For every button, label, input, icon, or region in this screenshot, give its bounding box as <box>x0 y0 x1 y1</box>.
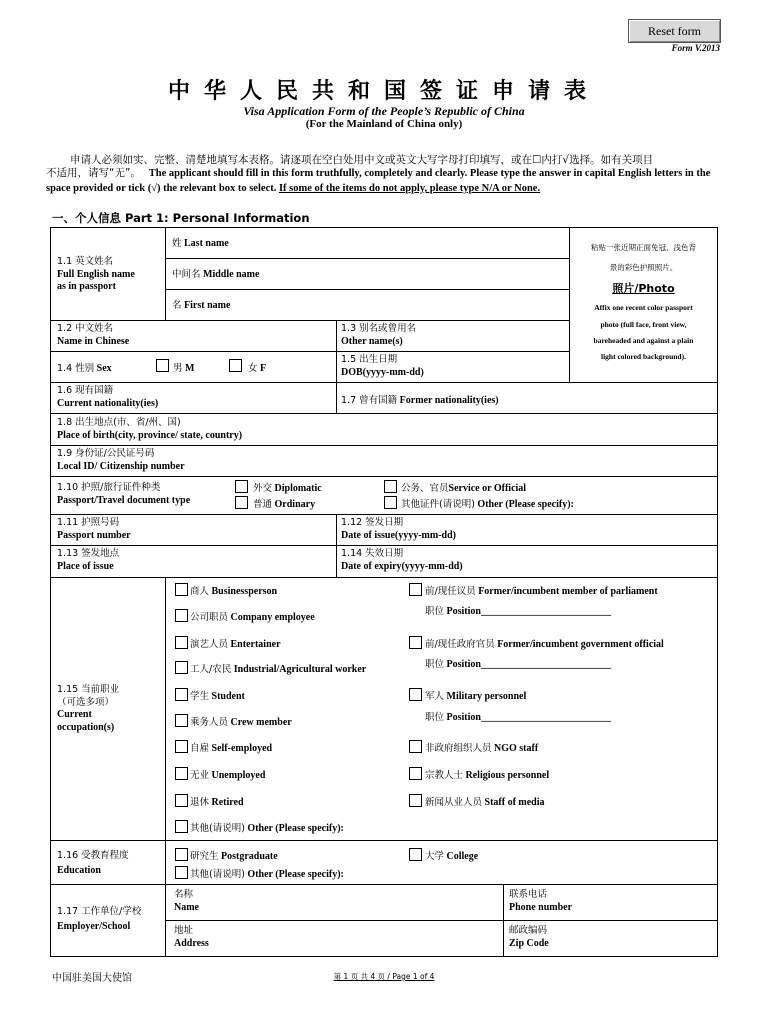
occ-worker-checkbox[interactable] <box>175 661 188 674</box>
place-of-issue-field[interactable]: 1.13 签发地点 Place of issue <box>57 548 120 572</box>
occ-media-label: 新闻从业人员 Staff of media <box>425 797 545 808</box>
photo-title: 照片/Photo <box>612 282 675 295</box>
occ-entertainer-label: 演艺人员 Entertainer <box>190 639 281 650</box>
form-version: Form V.2013 <box>671 43 720 53</box>
doc-ordinary-label: 普通 Ordinary <box>253 499 316 510</box>
doc-service-label: 公务、官员Service or Official <box>401 483 527 494</box>
instructions-english <box>46 166 730 196</box>
current-occupation-label: 1.15 当前职业 （可选多项） Current occupation(s) <box>57 684 120 733</box>
edu-other-checkbox[interactable] <box>175 866 188 879</box>
occ-self-employed-checkbox[interactable] <box>175 740 188 753</box>
occ-entertainer-checkbox[interactable] <box>175 636 188 649</box>
employer-zip-field[interactable]: 邮政编码 Zip Code <box>509 925 549 949</box>
instructions-english-na: If some of the items do not apply, please type N/A or None. <box>278 183 541 194</box>
first-name-field[interactable]: 名 First name <box>172 300 231 311</box>
occ-parliament-position-field[interactable]: 职位 Position__________________________ <box>425 606 611 617</box>
other-names-field[interactable]: 1.3 别名或曾用名 Other name(s) <box>341 323 417 347</box>
photo-instruction-en2: photo (full face, front view, <box>600 320 687 329</box>
travel-document-type-label: 1.10 护照/旅行证件种类 Passport/Travel document type <box>57 482 191 506</box>
occ-unemployed-label: 无业 Unemployed <box>190 770 266 781</box>
sex-male-checkbox[interactable] <box>156 359 169 372</box>
doc-diplomatic-checkbox[interactable] <box>235 480 248 493</box>
occ-businessperson-checkbox[interactable] <box>175 583 188 596</box>
occ-military-position-field[interactable]: 职位 Position__________________________ <box>425 712 611 723</box>
education-label: 1.16 受教育程度 Education <box>57 850 129 876</box>
date-of-issue-field[interactable]: 1.12 签发日期 Date of issue(yyyy-mm-dd) <box>341 517 456 541</box>
part1-heading: 一、个人信息 Part 1: Personal Information <box>52 211 310 225</box>
occ-crew-member-checkbox[interactable] <box>175 714 188 727</box>
occ-ngo-label: 非政府组织人员 NGO staff <box>425 743 539 754</box>
photo-instruction-en3: bareheaded and against a plain <box>593 336 694 345</box>
place-of-birth-field[interactable]: 1.8 出生地点(市、省/州、国) Place of birth(city, province/ state, country) <box>57 417 243 441</box>
occ-ngo-checkbox[interactable] <box>409 740 422 753</box>
reset-form-button[interactable]: Reset form <box>628 19 721 43</box>
occ-other-label: 其他(请说明) Other (Please specify): <box>190 823 344 834</box>
footer-page-number: 第 1 页 共 4 页 / Page 1 of 4 <box>333 972 435 981</box>
occ-religious-label: 宗教人士 Religious personnel <box>425 770 550 781</box>
edu-college-label: 大学 College <box>425 851 479 862</box>
instructions-english-text: The applicant should fill in this form truthfully, completely and clearly. Please type the answer in capital English letters in the space provided or tick (√) the relevant box to select. <box>46 168 711 194</box>
occ-student-checkbox[interactable] <box>175 688 188 701</box>
instructions-chinese: 申请人必须如实、完整、清楚地填写本表格。请逐项在空白处用中文或英文大写字母打印填写，或在☐内打√选择。如有关项目 <box>70 154 654 166</box>
employer-name-field[interactable]: 名称 Name <box>174 889 199 913</box>
employer-address-field[interactable]: 地址 Address <box>174 925 209 949</box>
occ-retired-label: 退休 Retired <box>190 797 244 808</box>
title-subtitle: (For the Mainland of China only) <box>305 118 463 130</box>
occ-self-employed-label: 自雇 Self-employed <box>190 743 273 754</box>
sex-male-label: 男 M <box>173 363 195 374</box>
occ-military-label: 军人 Military personnel <box>425 691 527 702</box>
occ-worker-label: 工人/农民 Industrial/Agricultural worker <box>190 664 367 675</box>
occ-media-checkbox[interactable] <box>409 794 422 807</box>
doc-service-checkbox[interactable] <box>384 480 397 493</box>
occ-government-checkbox[interactable] <box>409 636 422 649</box>
last-name-field[interactable]: 姓 Last name <box>172 238 229 249</box>
occ-company-employee-label: 公司职员 Company employee <box>190 612 315 623</box>
local-id-field[interactable]: 1.9 身份证/公民证号码 Local ID/ Citizenship number <box>57 448 185 472</box>
photo-instruction-en1: Affix one recent color passport <box>594 303 693 312</box>
doc-other-label: 其他证件(请说明) Other (Please specify): <box>401 499 574 510</box>
occ-retired-checkbox[interactable] <box>175 794 188 807</box>
occ-unemployed-checkbox[interactable] <box>175 767 188 780</box>
occ-company-employee-checkbox[interactable] <box>175 609 188 622</box>
occ-parliament-checkbox[interactable] <box>409 583 422 596</box>
former-nationality-field[interactable]: 1.7 曾有国籍 Former nationality(ies) <box>341 395 499 406</box>
edu-postgraduate-checkbox[interactable] <box>175 848 188 861</box>
photo-instruction-cn1: 粘贴一张近期正面免冠、浅色背 <box>591 243 696 252</box>
footer-embassy: 中国驻美国大使馆 <box>52 973 132 984</box>
occ-businessperson-label: 商人 Businessperson <box>190 586 278 597</box>
full-english-name-label: 1.1 英文姓名 Full English name as in passport <box>57 256 135 292</box>
sex-label: 1.4 性别 Sex <box>57 363 112 374</box>
dob-field[interactable]: 1.5 出生日期 DOB(yyyy-mm-dd) <box>341 354 424 378</box>
photo-instruction-cn2: 景的彩色护照照片。 <box>609 263 678 272</box>
name-in-chinese-field[interactable]: 1.2 中文姓名 Name in Chinese <box>57 323 130 347</box>
occ-other-checkbox[interactable] <box>175 820 188 833</box>
date-of-expiry-field[interactable]: 1.14 失效日期 Date of expiry(yyyy-mm-dd) <box>341 548 463 572</box>
title-english: Visa Application Form of the People’s Republic of China <box>243 104 525 118</box>
photo-instruction-en4: light colored background). <box>601 352 686 361</box>
occ-religious-checkbox[interactable] <box>409 767 422 780</box>
occ-government-position-field[interactable]: 职位 Position__________________________ <box>425 659 611 670</box>
employer-school-label: 1.17 工作单位/学校 Employer/School <box>57 906 142 932</box>
current-nationality-field[interactable]: 1.6 现有国籍 Current nationality(ies) <box>57 385 159 409</box>
occ-student-label: 学生 Student <box>190 691 245 702</box>
title-chinese: 中华人民共和国签证申请表 <box>167 79 600 104</box>
middle-name-field[interactable]: 中间名 Middle name <box>172 269 260 280</box>
edu-college-checkbox[interactable] <box>409 848 422 861</box>
passport-number-field[interactable]: 1.11 护照号码 Passport number <box>57 517 131 541</box>
occ-parliament-label: 前/现任议员 Former/incumbent member of parliament <box>425 586 658 597</box>
doc-diplomatic-label: 外交 Diplomatic <box>253 483 322 494</box>
sex-female-checkbox[interactable] <box>229 359 242 372</box>
instructions-chinese-cont: 不适用，请写“无”。 <box>46 167 141 179</box>
edu-other-label: 其他(请说明) Other (Please specify): <box>190 869 344 880</box>
occ-military-checkbox[interactable] <box>409 688 422 701</box>
occ-crew-member-label: 乘务人员 Crew member <box>190 717 292 728</box>
sex-female-label: 女 F <box>248 363 267 374</box>
edu-postgraduate-label: 研究生 Postgraduate <box>190 851 278 862</box>
doc-ordinary-checkbox[interactable] <box>235 496 248 509</box>
doc-other-checkbox[interactable] <box>384 496 397 509</box>
employer-phone-field[interactable]: 联系电话 Phone number <box>509 889 573 913</box>
occ-government-label: 前/现任政府官员 Former/incumbent government official <box>425 639 664 650</box>
